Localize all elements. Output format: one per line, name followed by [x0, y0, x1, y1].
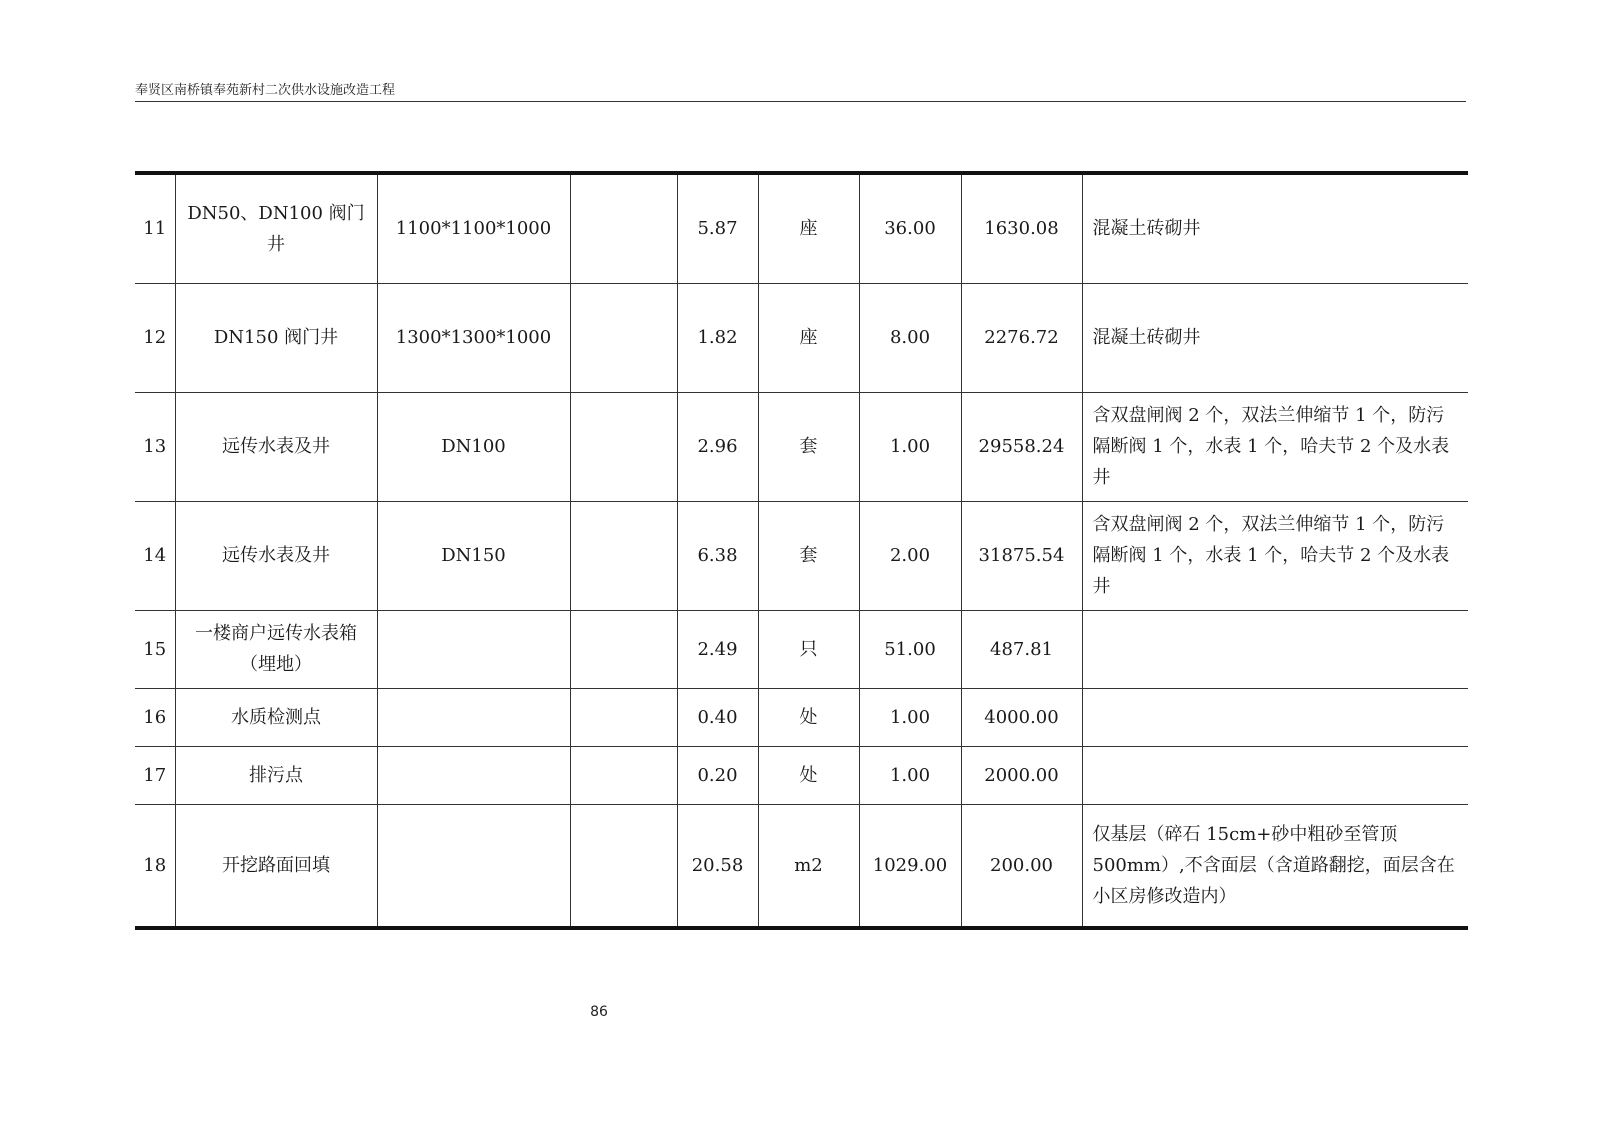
table-row: [135, 804, 1468, 928]
amount-cell: 200.00: [961, 804, 1082, 928]
amount-cell: 31875.54: [961, 501, 1082, 610]
unit-price-cell: 5.87: [677, 173, 758, 283]
page-number: 86: [590, 1004, 608, 1020]
unit-price-cell: 1.82: [677, 283, 758, 392]
quantity-cell: 51.00: [859, 610, 961, 688]
cost-table: [135, 171, 1468, 930]
item-name-cell: 远传水表及井: [175, 392, 377, 501]
quantity-cell: 1.00: [859, 688, 961, 746]
cost-table-container: [135, 171, 1468, 930]
unit-price-cell: 0.20: [677, 746, 758, 804]
unit-cell: 座: [758, 173, 859, 283]
note-cell: 混凝土砖砌井: [1082, 283, 1468, 392]
unit-price-cell: 6.38: [677, 501, 758, 610]
amount-cell: 29558.24: [961, 392, 1082, 501]
item-name-cell: DN50、DN100 阀门井: [175, 173, 377, 283]
item-name-cell: 水质检测点: [175, 688, 377, 746]
blank-cell: [570, 610, 677, 688]
note-cell: 含双盘闸阀 2 个，双法兰伸缩节 1 个，防污隔断阀 1 个，水表 1 个，哈夫节 2 个及水表井: [1082, 392, 1468, 501]
blank-cell: [570, 501, 677, 610]
row-number-cell: 13: [135, 392, 175, 501]
unit-cell: m2: [758, 804, 859, 928]
amount-cell: 1630.08: [961, 173, 1082, 283]
table-row: [135, 610, 1468, 688]
row-number-cell: 14: [135, 501, 175, 610]
item-name-cell: 排污点: [175, 746, 377, 804]
blank-cell: [570, 173, 677, 283]
amount-cell: 2000.00: [961, 746, 1082, 804]
amount-cell: 4000.00: [961, 688, 1082, 746]
unit-cell: 处: [758, 688, 859, 746]
spec-cell: [377, 746, 570, 804]
table-row: [135, 501, 1468, 610]
blank-cell: [570, 746, 677, 804]
amount-cell: 487.81: [961, 610, 1082, 688]
item-name-cell: 远传水表及井: [175, 501, 377, 610]
spec-cell: 1100*1100*1000: [377, 173, 570, 283]
unit-price-cell: 0.40: [677, 688, 758, 746]
quantity-cell: 1029.00: [859, 804, 961, 928]
note-cell: 混凝土砖砌井: [1082, 173, 1468, 283]
row-number-cell: 16: [135, 688, 175, 746]
header-divider: [135, 101, 1466, 102]
unit-cell: 座: [758, 283, 859, 392]
row-number-cell: 17: [135, 746, 175, 804]
spec-cell: 1300*1300*1000: [377, 283, 570, 392]
quantity-cell: 36.00: [859, 173, 961, 283]
unit-cell: 只: [758, 610, 859, 688]
spec-cell: [377, 804, 570, 928]
unit-price-cell: 2.49: [677, 610, 758, 688]
spec-cell: DN150: [377, 501, 570, 610]
table-row: [135, 173, 1468, 283]
table-row: [135, 283, 1468, 392]
item-name-cell: 一楼商户远传水表箱（埋地）: [175, 610, 377, 688]
note-cell: [1082, 610, 1468, 688]
amount-cell: 2276.72: [961, 283, 1082, 392]
unit-price-cell: 20.58: [677, 804, 758, 928]
table-row: [135, 392, 1468, 501]
cost-table-body: [135, 173, 1468, 928]
spec-cell: DN100: [377, 392, 570, 501]
blank-cell: [570, 688, 677, 746]
blank-cell: [570, 283, 677, 392]
unit-cell: 套: [758, 501, 859, 610]
note-cell: 仅基层（碎石 15cm+砂中粗砂至管顶 500mm）,不含面层（含道路翻挖，面层含在小区房修改造内）: [1082, 804, 1468, 928]
note-cell: [1082, 746, 1468, 804]
unit-cell: 套: [758, 392, 859, 501]
note-cell: 含双盘闸阀 2 个，双法兰伸缩节 1 个，防污隔断阀 1 个，水表 1 个，哈夫节 2 个及水表井: [1082, 501, 1468, 610]
blank-cell: [570, 804, 677, 928]
row-number-cell: 18: [135, 804, 175, 928]
unit-cell: 处: [758, 746, 859, 804]
quantity-cell: 8.00: [859, 283, 961, 392]
row-number-cell: 12: [135, 283, 175, 392]
table-row: [135, 688, 1468, 746]
item-name-cell: 开挖路面回填: [175, 804, 377, 928]
quantity-cell: 1.00: [859, 746, 961, 804]
note-cell: [1082, 688, 1468, 746]
spec-cell: [377, 688, 570, 746]
blank-cell: [570, 392, 677, 501]
quantity-cell: 1.00: [859, 392, 961, 501]
spec-cell: [377, 610, 570, 688]
quantity-cell: 2.00: [859, 501, 961, 610]
table-row: [135, 746, 1468, 804]
row-number-cell: 11: [135, 173, 175, 283]
row-number-cell: 15: [135, 610, 175, 688]
item-name-cell: DN150 阀门井: [175, 283, 377, 392]
page-header-title: 奉贤区南桥镇奉苑新村二次供水设施改造工程: [135, 83, 396, 98]
unit-price-cell: 2.96: [677, 392, 758, 501]
